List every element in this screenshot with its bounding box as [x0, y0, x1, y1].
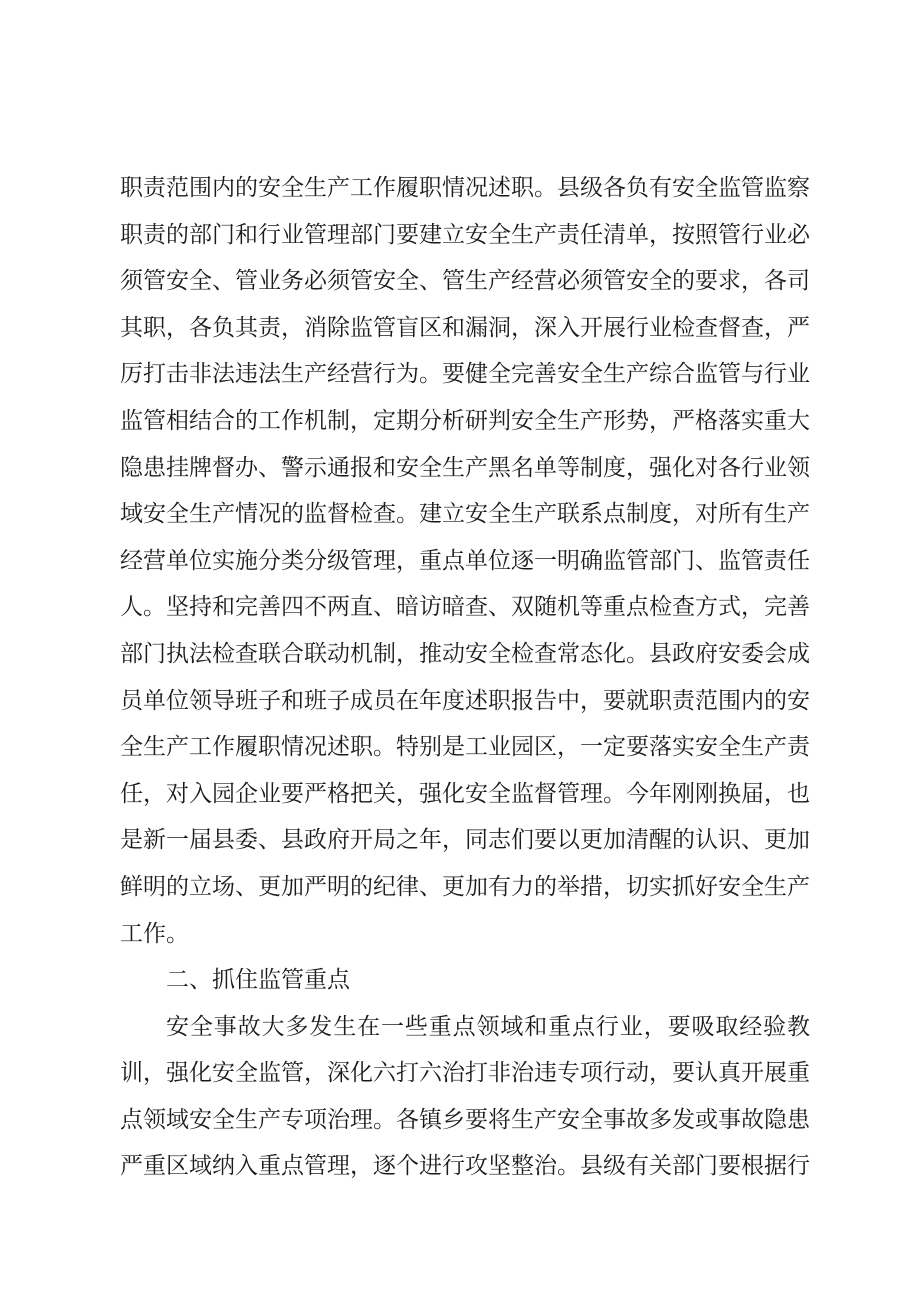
text-line: 隐患挂牌督办、警示通报和安全生产黑名单等制度，强化对各行业领: [120, 454, 810, 481]
text-line: 厉打击非法违法生产经营行为。要健全完善安全生产综合监管与行业: [120, 361, 810, 388]
text-line: 员单位领导班子和班子成员在年度述职报告中，要就职责范围内的安: [120, 687, 810, 714]
text-line: 职责范围内的安全生产工作履职情况述职。县级各负有安全监管监察: [120, 175, 810, 201]
paragraph-2: [120, 1004, 810, 1190]
document-body: [120, 165, 810, 1190]
paragraph-1: [120, 165, 810, 957]
text-line: 安全事故大多发生在一些重点领域和重点行业，要吸取经验教: [166, 1013, 810, 1040]
text-line: 域安全生产情况的监督检查。建立安全生产联系点制度，对所有生产: [120, 501, 810, 528]
text-line: 部门执法检查联合联动机制，推动安全检查常态化。县政府安委会成: [120, 640, 810, 667]
text-line: 是新一届县委、县政府开局之年，同志们要以更加清醒的认识、更加: [120, 827, 810, 854]
text-line: 任，对入园企业要严格把关，强化安全监督管理。今年刚刚换届，也: [120, 780, 810, 807]
text-line: 经营单位实施分类分级管理，重点单位逐一明确监管部门、监管责任: [120, 547, 810, 574]
text-line: 点领域安全生产专项治理。各镇乡要将生产安全事故多发或事故隐患: [120, 1106, 810, 1133]
text-line: 须管安全、管业务必须管安全、管生产经营必须管安全的要求，各司: [120, 268, 810, 295]
text-line: 其职，各负其责，消除监管盲区和漏洞，深入开展行业检查督查，严: [120, 314, 810, 341]
text-line: 训，强化安全监管，深化六打六治打非治违专项行动，要认真开展重: [120, 1060, 810, 1087]
section-heading: 二、抓住监管重点: [166, 967, 350, 994]
text-line: 监管相结合的工作机制，定期分析研判安全生产形势，严格落实重大: [120, 407, 810, 434]
text-line: 人。坚持和完善四不两直、暗访暗查、双随机等重点检查方式，完善: [120, 594, 810, 621]
text-line: 全生产工作履职情况述职。特别是工业园区，一定要落实安全生产责: [120, 734, 810, 761]
text-line: 鲜明的立场、更加严明的纪律、更加有力的举措，切实抓好安全生产: [120, 873, 810, 900]
text-line: 严重区域纳入重点管理，逐个进行攻坚整治。县级有关部门要根据行: [120, 1153, 810, 1180]
text-line: 职责的部门和行业管理部门要建立安全生产责任清单，按照管行业必: [120, 221, 810, 248]
text-line: 工作。: [120, 920, 189, 947]
